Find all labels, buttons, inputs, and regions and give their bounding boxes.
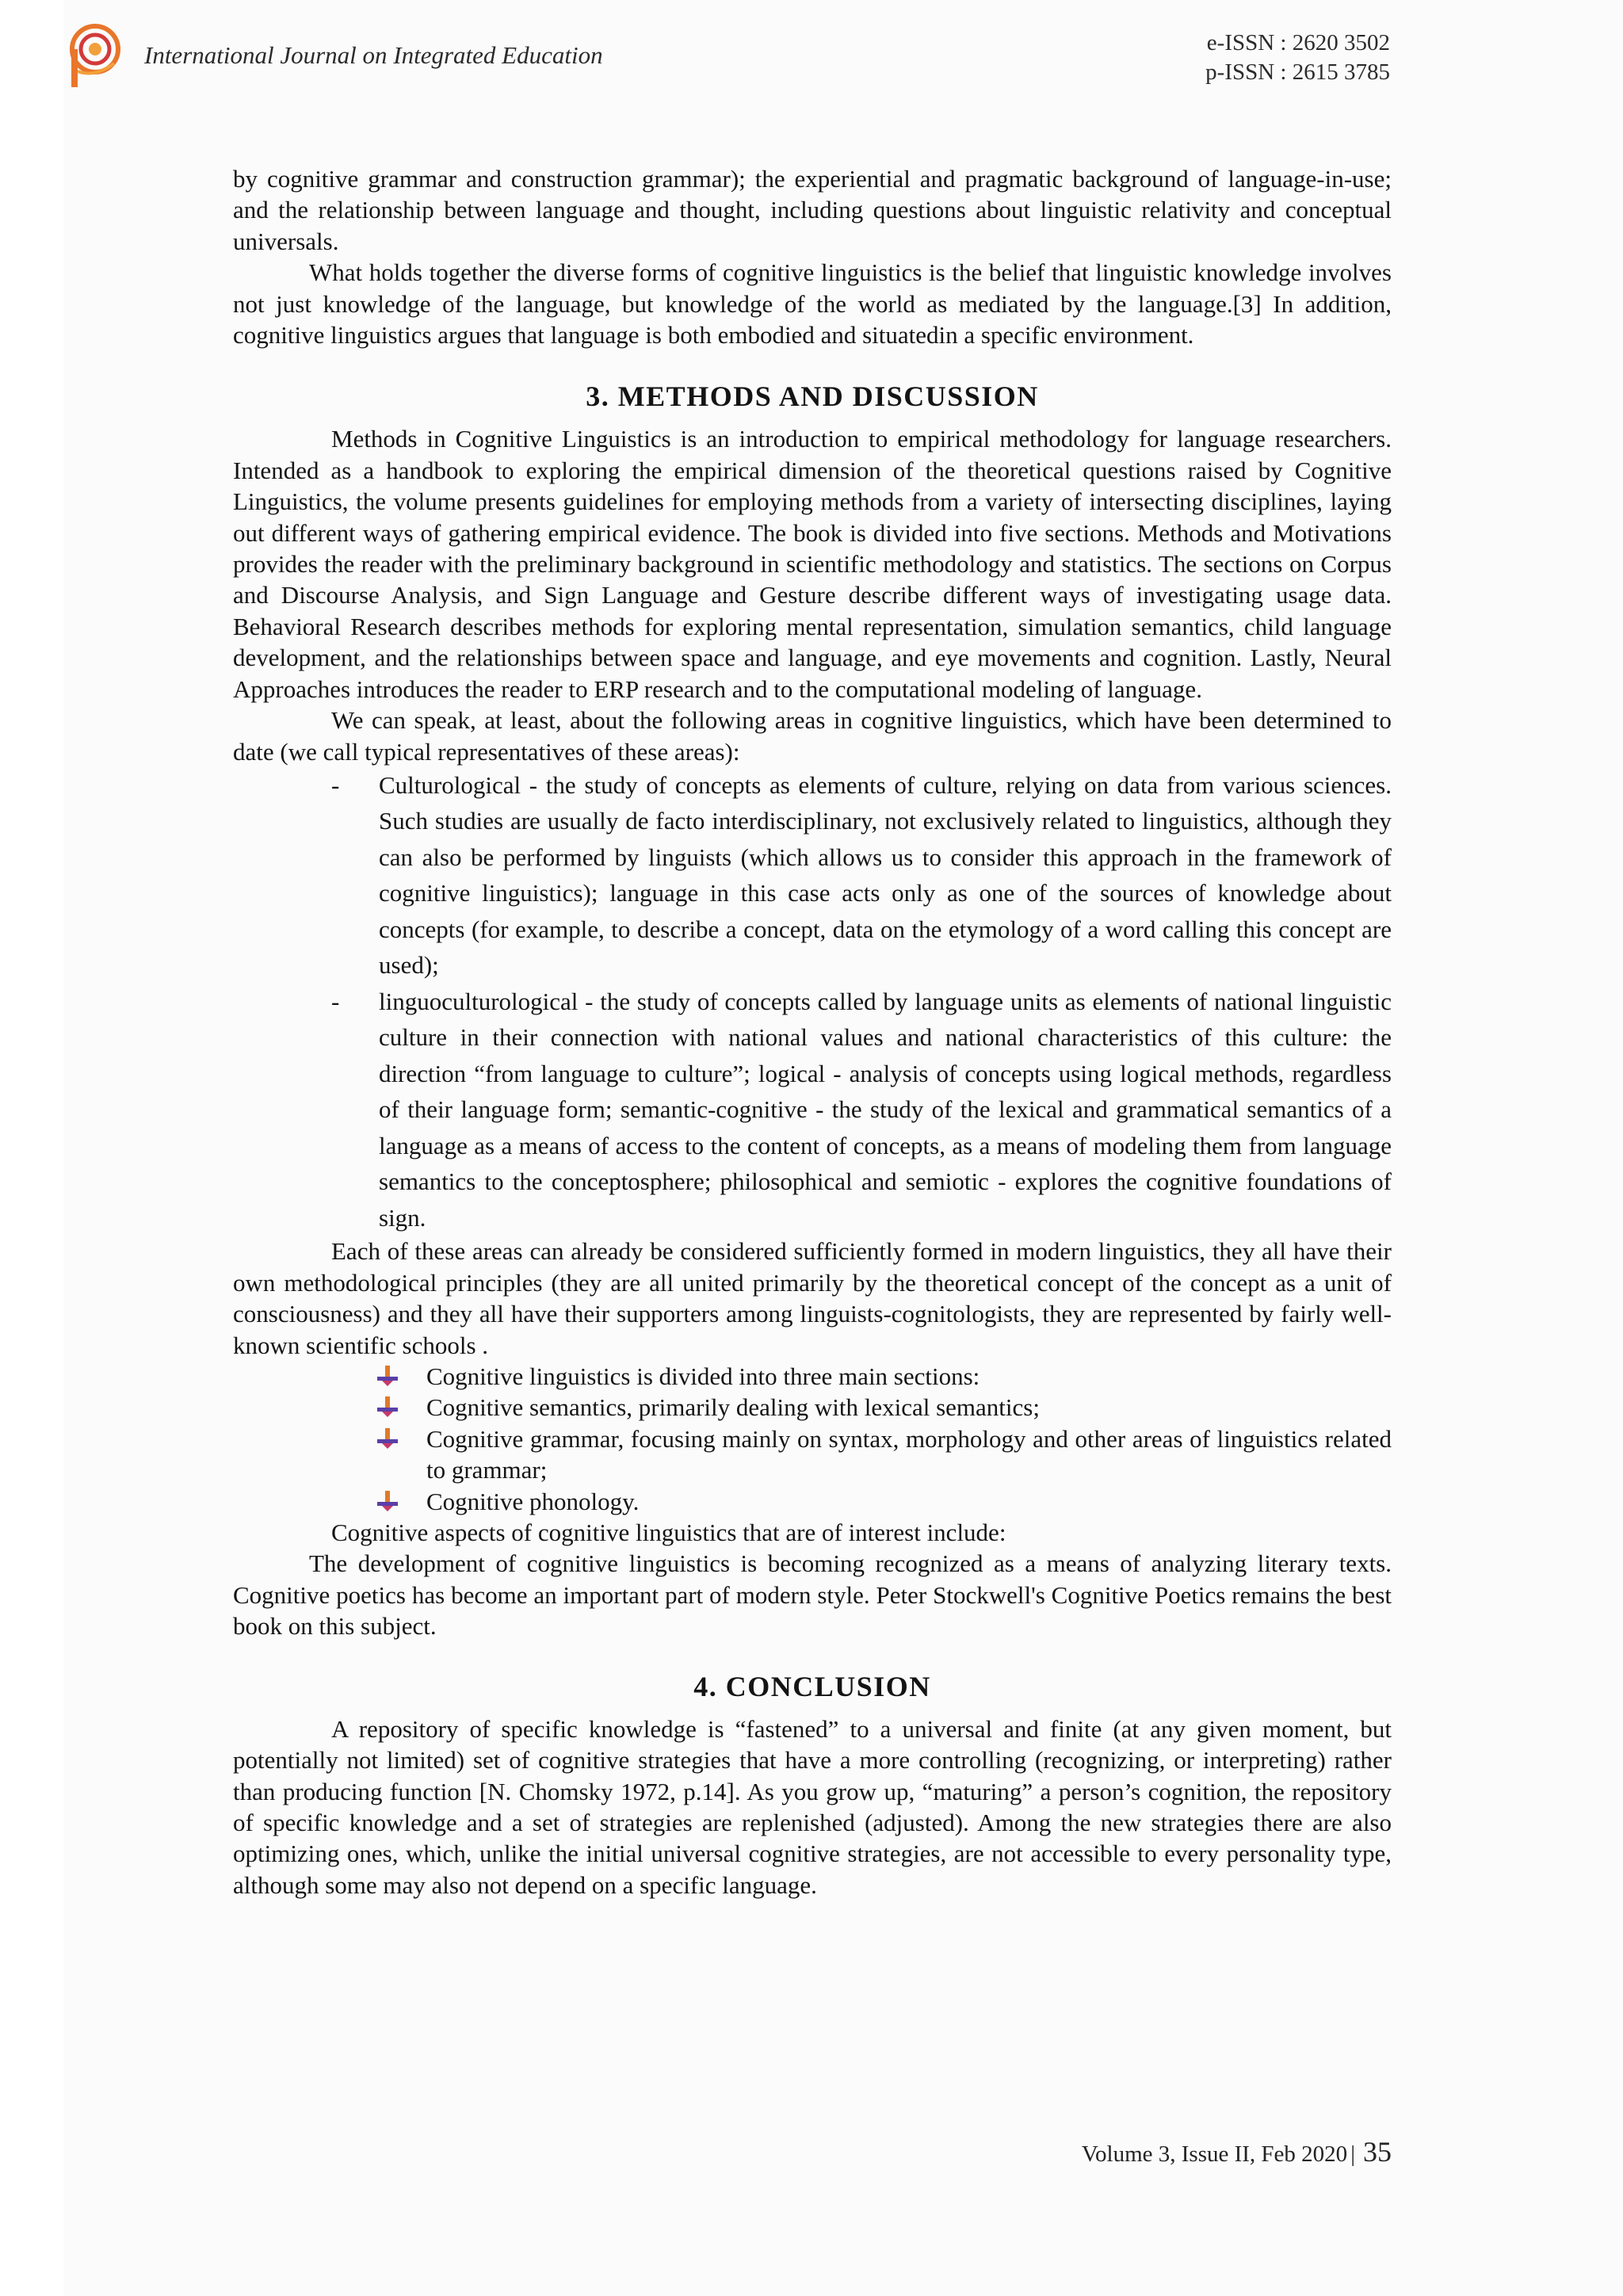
list-item-text: Cognitive semantics, primarily dealing with lexical semantics;	[426, 1393, 1040, 1422]
journal-name: International Journal on Integrated Education	[144, 41, 603, 69]
article-body	[233, 163, 1392, 1901]
paragraph-methods-1: Methods in Cognitive Linguistics is an introduction to empirical methodology for language researchers. Intended as a handbook to exploring the empirical dimension of the theoretical questions raised by Cognitive Linguistics, the volume presents guidelines for employing methods from a variety of intersecting disciplines, laying out different ways of gathering empirical evidence. The book is divided into five sections. Methods and Motivations provides the reader with the preliminary background in scientific methodology and statistics. The sections on Corpus and Discourse Analysis, and Sign Language and Gesture describe different ways of investigating usage data. Behavioral Research describes methods for exploring mental representation, simulation semantics, child language development, and the relationships between space and language, and eye movements and cognition. Lastly, Neural Approaches introduces the reader to ERP research and to the computational modeling of language.	[233, 425, 1392, 703]
section-4-title: 4. CONCLUSION	[693, 1670, 931, 1702]
sections-list	[233, 1361, 1392, 1517]
dash-marker: -	[331, 770, 340, 799]
page-header	[0, 0, 1623, 119]
list-item	[233, 1392, 1392, 1423]
list-item	[233, 984, 1392, 1236]
paragraph-intro-2: What holds together the diverse forms of cognitive linguistics is the belief that linguistic knowledge involves not just knowledge of the language, but knowledge of the world as mediated by the language.[3] In addition, cognitive linguistics argues that language is both embodied and situatedin a specific environment.	[233, 258, 1392, 350]
page-number: 35	[1363, 2136, 1392, 2168]
pissn: p-ISSN : 2615 3785	[1205, 59, 1390, 85]
dash-marker: -	[331, 987, 340, 1015]
arrow-bullet-icon	[376, 1395, 399, 1419]
arrow-bullet-icon	[376, 1364, 399, 1388]
paragraph-methods-4: Cognitive aspects of cognitive linguistics that are of interest include:	[331, 1519, 1006, 1547]
list-item-text: Cognitive linguistics is divided into three main sections:	[426, 1362, 980, 1391]
issn-block	[1205, 29, 1390, 87]
journal-logo-icon	[67, 22, 122, 90]
list-item-text: linguoculturological - the study of concepts called by language units as elements of national linguistic culture in their connection with national values and national characteristics of this culture: the direction “from language to culture”; logical - analysis of concepts using logical methods, regardless of their language form; semantic-cognitive - the study of the lexical and grammatical semantics of a language as a means of access to the content of concepts, as a means of modeling them from language semantics to the conceptosphere; philosophical and semiotic - explores the cognitive foundations of sign.	[379, 987, 1392, 1232]
list-item-text: Cognitive phonology.	[426, 1487, 640, 1515]
paragraph-methods-2: We can speak, at least, about the following areas in cognitive linguistics, which have been determined to date (we call typical representatives of these areas):	[233, 706, 1392, 766]
list-item	[233, 1486, 1392, 1517]
paragraph-methods-3: Each of these areas can already be considered sufficiently formed in modern linguistics, they all have their own methodological principles (they are all united primarily by the theoretical concept of the concept as a unit of consciousness) and they all have their supporters among linguists-cognitologists, they are represented by fairly well-known scientific schools .	[233, 1237, 1392, 1359]
volume-info: Volume 3, Issue II, Feb 2020	[1081, 2141, 1348, 2167]
areas-list	[233, 767, 1392, 1236]
page-footer	[1082, 2135, 1392, 2168]
paragraph-methods-5: The development of cognitive linguistics is becoming recognized as a means of analyzing literary texts. Cognitive poetics has become an important part of modern style. Peter Stockwell's Cognitive Poetics remains the best book on this subject.	[233, 1549, 1392, 1641]
eissn: e-ISSN : 2620 3502	[1206, 30, 1390, 55]
list-item	[233, 1361, 1392, 1392]
footer-separator: |	[1350, 2141, 1355, 2167]
list-item	[233, 767, 1392, 984]
list-item-text: Culturological - the study of concepts as elements of culture, relying on data from various sciences. Such studies are usually de facto interdisciplinary, not exclusively related to linguistics, although they can also be performed by linguists (which allows us to consider this approach in the framework of cognitive linguistics); language in this case acts only as one of the sources of knowledge about concepts (for example, to describe a concept, data on the etymology of a word calling this concept are used);	[379, 770, 1392, 980]
list-item	[233, 1423, 1392, 1486]
arrow-bullet-icon	[376, 1427, 399, 1450]
section-3-title: 3. METHODS AND DISCUSSION	[586, 380, 1039, 413]
paragraph-conclusion: A repository of specific knowledge is “fastened” to a universal and finite (at any given moment, but potentially not limited) set of cognitive strategies that have a more controlling (recognizing, or interpreting) rather than producing function [N. Chomsky 1972, p.14]. As you grow up, “maturing” a person’s cognition, the repository of specific knowledge and a set of strategies are replenished (adjusted). Among the new strategies there are also optimizing ones, which, unlike the initial universal cognitive strategies, are not accessible to every personality type, although some may also not depend on a specific language.	[233, 1714, 1392, 1899]
list-item-text: Cognitive grammar, focusing mainly on syntax, morphology and other areas of linguistics related to grammar;	[426, 1424, 1392, 1484]
paragraph-intro-1: by cognitive grammar and construction grammar); the experiential and pragmatic background of language-in-use; and the relationship between language and thought, including questions about linguistic relativity and conceptual universals.	[233, 165, 1392, 255]
arrow-bullet-icon	[376, 1489, 399, 1513]
